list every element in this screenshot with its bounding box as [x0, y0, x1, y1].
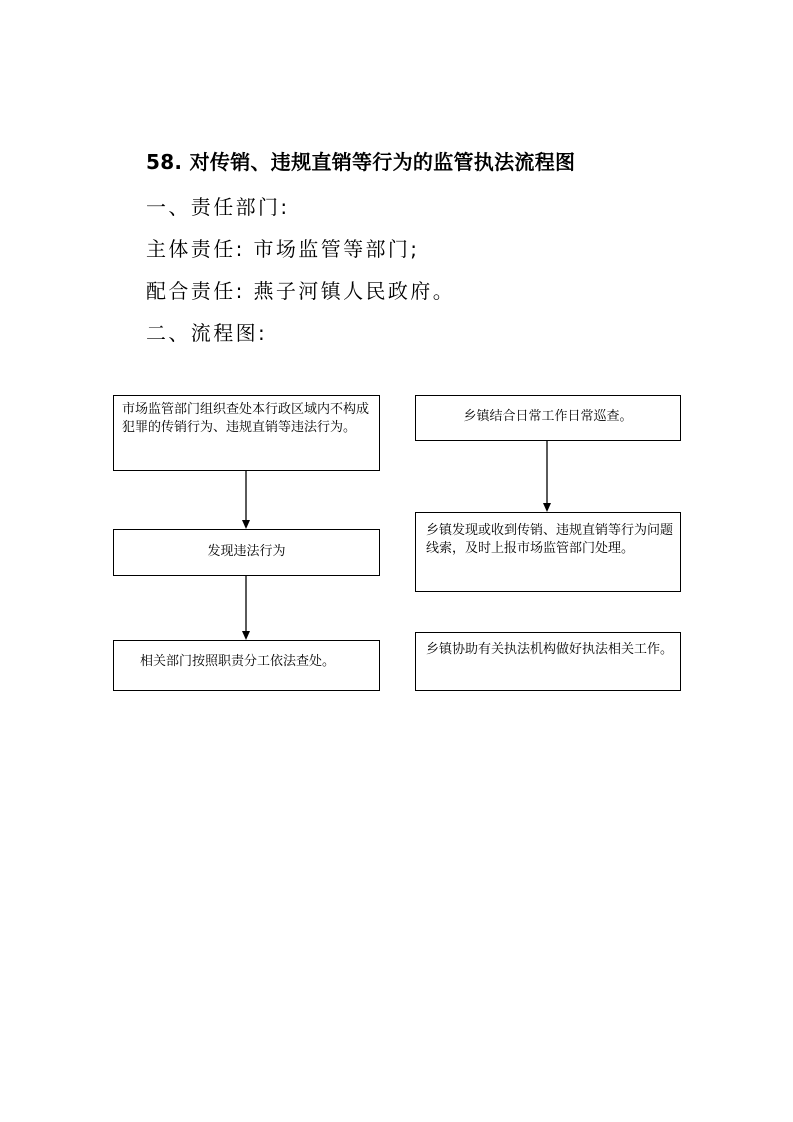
flow-box-left-handle-per-duty — [113, 640, 380, 691]
flow-box-text: 乡镇协助有关执法机构做好执法相关工作。 — [426, 642, 674, 657]
section-heading-responsible-departments: 一、责任部门: — [146, 195, 290, 219]
flow-box-text: 乡镇发现或收到传销、违规直销等行为问题线索，及时上报市场监管部门处理。 — [426, 523, 674, 556]
flow-box-text: 乡镇结合日常工作日常巡查。 — [463, 409, 633, 424]
arrow-left-2-to-3 — [242, 576, 250, 640]
arrow-left-1-to-2 — [242, 471, 250, 529]
main-responsibility-text: 主体责任: 市场监管等部门; — [146, 237, 420, 261]
section-heading-flowchart: 二、流程图: — [146, 321, 268, 345]
arrow-right-1-to-2 — [543, 441, 551, 512]
flow-box-text: 市场监管部门组织查处本行政区域内不构成犯罪的传销行为、违规直销等违法行为。 — [122, 402, 370, 435]
flow-box-text: 发现违法行为 — [207, 544, 286, 559]
flow-box-right-daily-patrol — [415, 395, 681, 441]
flow-box-left-discover-violation — [113, 529, 380, 576]
flow-box-right-assist-enforcement — [415, 632, 681, 691]
flow-box-left-investigation — [113, 395, 380, 471]
document-title: 58. 对传销、违规直销等行为的监管执法流程图 — [146, 150, 576, 174]
cooperating-responsibility-text: 配合责任: 燕子河镇人民政府。 — [146, 279, 456, 303]
flow-box-right-report-clues — [415, 512, 681, 592]
flow-box-text: 相关部门按照职责分工依法查处。 — [140, 654, 336, 669]
